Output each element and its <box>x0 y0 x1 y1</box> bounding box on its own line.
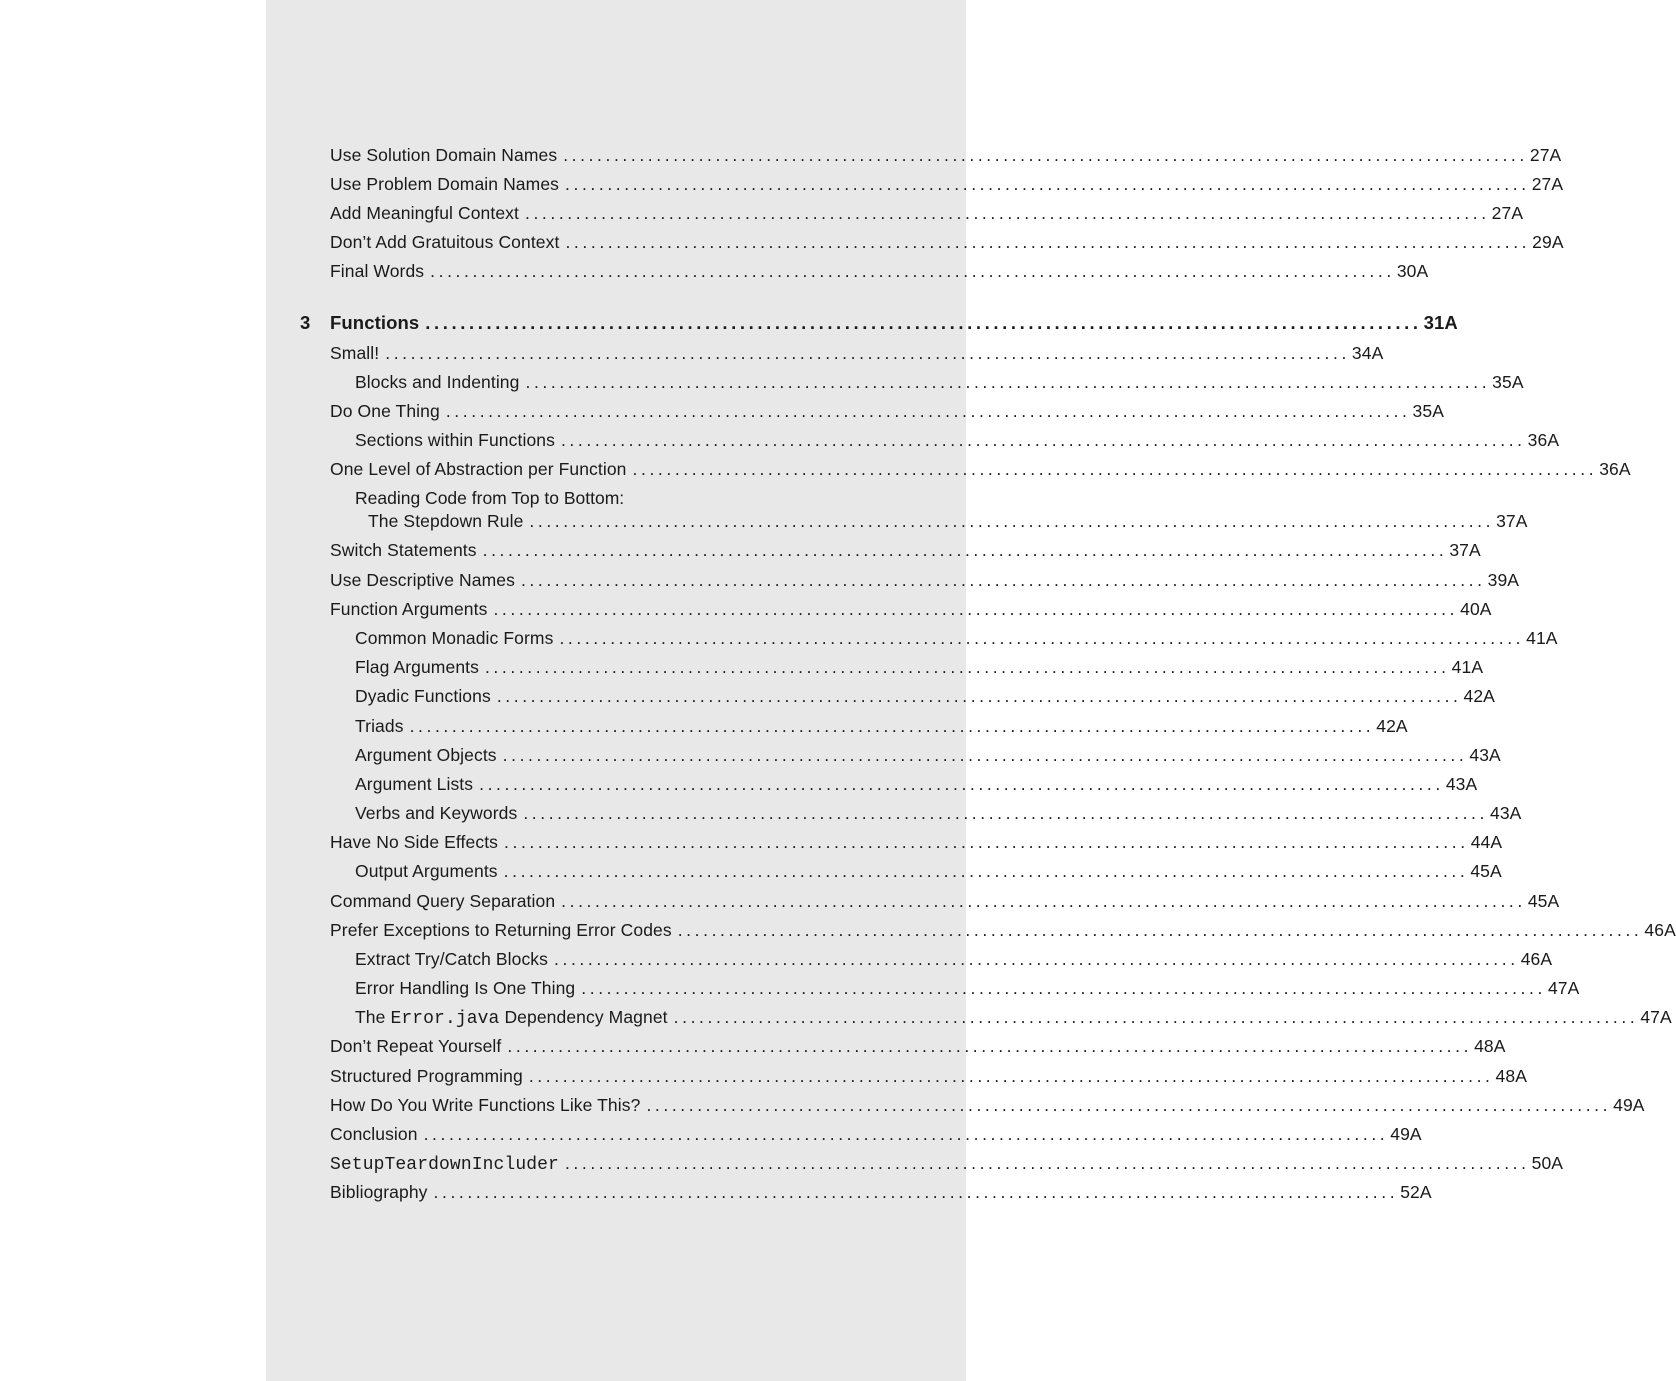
toc-entry <box>330 342 1384 364</box>
toc-entry-page: 36A <box>1527 430 1560 450</box>
toc-entry <box>330 1035 1506 1057</box>
toc-subentry <box>355 371 1524 393</box>
toc-entry-title <box>355 1006 668 1030</box>
toc-entry-title: Blocks and Indenting <box>355 372 520 392</box>
toc-entry-title: Do One Thing <box>330 401 440 421</box>
toc-entry-title: The Stepdown Rule <box>368 511 524 531</box>
dot-leader: .................................................................................................................. <box>563 145 1528 165</box>
toc-entry-page: 29A <box>1532 232 1564 252</box>
toc-entry-title: One Level of Abstraction per Function <box>330 459 627 479</box>
toc-entry-title: Use Problem Domain Names <box>330 174 560 194</box>
toc-subentry <box>355 627 1558 649</box>
toc-entry-page: 47A <box>1547 978 1580 998</box>
toc-entry <box>330 173 1564 195</box>
toc-subentry-first-line: Reading Code from Top to Bottom: <box>355 488 625 508</box>
toc-entry-title: Sections within Functions <box>355 430 555 450</box>
chapter-number: 3 <box>300 312 311 333</box>
dot-leader: .................................................................................................................. <box>554 949 1519 969</box>
dot-leader: .................................................................................................................. <box>581 978 1546 998</box>
dot-leader: .................................................................................................................. <box>646 1095 1612 1115</box>
toc-entry-page: 45A <box>1527 891 1560 911</box>
code-class-name: SetupTeardownIncluder <box>330 1155 559 1175</box>
dot-leader: .................................................................................................................. <box>507 1036 1473 1056</box>
toc-entry-page: 42A <box>1463 686 1495 706</box>
toc-entry-page: 43A <box>1469 745 1501 765</box>
dot-leader: .................................................................................................................. <box>445 401 1411 421</box>
toc-subentry <box>355 429 1560 451</box>
toc-entry <box>330 598 1492 620</box>
toc-entry-page: 41A <box>1451 657 1484 677</box>
toc-entry-page: 27A <box>1531 174 1564 194</box>
chapter-title: Functions <box>330 312 420 333</box>
dot-leader: .................................................................................................................. <box>525 372 1491 392</box>
toc-entry-title: Conclusion <box>330 1124 418 1144</box>
toc-entry-page: 27A <box>1491 203 1524 223</box>
toc-entry-page: 35A <box>1492 372 1524 392</box>
toc-subentry <box>355 977 1580 999</box>
dot-leader: .................................................................................................................. <box>430 261 1395 281</box>
dot-leader: .................................................................................................................. <box>425 312 1422 333</box>
toc-entry-title: Don’t Add Gratuitous Context <box>330 232 560 252</box>
dot-leader: .................................................................................................................. <box>632 459 1598 479</box>
toc-entry-title: Extract Try/Catch Blocks <box>355 949 549 969</box>
toc-entry-title: Argument Lists <box>355 774 474 794</box>
toc-entry <box>330 569 1520 591</box>
toc-entry <box>330 890 1560 912</box>
toc-entry-page: 35A <box>1412 401 1444 421</box>
toc-entry-page: 30A <box>1396 261 1429 281</box>
dot-leader: .................................................................................................................. <box>385 343 1350 363</box>
toc-entry-title: Final Words <box>330 261 425 281</box>
toc-entry-page: 37A <box>1449 540 1481 560</box>
toc-entry-title: Argument Objects <box>355 745 497 765</box>
toc-entry-title: Don’t Repeat Yourself <box>330 1036 502 1056</box>
toc-entry-title: Prefer Exceptions to Returning Error Codes <box>330 920 672 940</box>
dot-leader: .................................................................................................................. <box>409 716 1375 736</box>
dot-leader: .................................................................................................................. <box>529 511 1495 531</box>
dot-leader: .................................................................................................................. <box>484 657 1450 677</box>
dot-leader: .................................................................................................................. <box>496 686 1462 706</box>
toc-subentry <box>355 802 1522 824</box>
toc-entry-page: 44A <box>1470 832 1503 852</box>
toc-subentry <box>355 948 1553 970</box>
dot-leader: .................................................................................................................. <box>565 232 1531 252</box>
toc-subentry <box>368 510 1528 532</box>
toc-entry <box>330 458 1631 480</box>
toc-entry-page: 43A <box>1490 803 1522 823</box>
dot-leader: .................................................................................................................. <box>561 891 1526 911</box>
toc-subentry <box>355 744 1501 766</box>
dot-leader: .................................................................................................................. <box>479 774 1444 794</box>
toc-entry-title: Have No Side Effects <box>330 832 499 852</box>
toc-entry-page: 41A <box>1526 628 1558 648</box>
toc-entry-page: 47A <box>1640 1007 1672 1027</box>
toc-entry-title: Command Query Separation <box>330 891 556 911</box>
toc-entry-page: 36A <box>1599 459 1631 479</box>
toc-entry-title: Small! <box>330 343 380 363</box>
dot-leader: .................................................................................................................. <box>560 430 1526 450</box>
toc-subentry <box>355 685 1495 707</box>
toc-entry-page: 27A <box>1529 145 1562 165</box>
toc-entry <box>330 539 1481 561</box>
dot-leader: .................................................................................................................. <box>520 570 1486 590</box>
toc-entry-title: Switch Statements <box>330 540 477 560</box>
dot-leader: .................................................................................................................. <box>433 1182 1399 1202</box>
toc-entry-page: 42A <box>1376 716 1408 736</box>
toc-entry-title: Flag Arguments <box>355 657 479 677</box>
dot-leader: .................................................................................................................. <box>523 803 1488 823</box>
toc-entry <box>330 1181 1432 1203</box>
toc-entry <box>330 400 1444 422</box>
toc-entry-title: How Do You Write Functions Like This? <box>330 1095 641 1115</box>
toc-entry-page: 46A <box>1644 920 1676 940</box>
toc-entry-page: 40A <box>1460 599 1492 619</box>
toc-entry-title: Error Handling Is One Thing <box>355 978 576 998</box>
toc-entry-page: 43A <box>1445 774 1478 794</box>
dot-leader: .................................................................................................................. <box>559 628 1525 648</box>
toc-subentry <box>355 715 1408 737</box>
dot-leader: .................................................................................................................. <box>423 1124 1389 1144</box>
toc-entry <box>330 260 1429 282</box>
toc-entry-page: 48A <box>1474 1036 1506 1056</box>
toc-entry-page: 52A <box>1400 1182 1432 1202</box>
dot-leader: .................................................................................................................. <box>677 920 1643 940</box>
toc-subentry <box>355 656 1484 678</box>
dot-leader: .................................................................................................................. <box>565 174 1530 194</box>
chapter-page: 31A <box>1423 312 1458 333</box>
dot-leader: .................................................................................................................. <box>503 861 1469 881</box>
dot-leader: .................................................................................................................. <box>673 1007 1639 1027</box>
toc-entry <box>330 1123 1422 1145</box>
toc-entry <box>330 144 1562 166</box>
toc-entry-page: 37A <box>1496 511 1528 531</box>
toc-entry-title: Output Arguments <box>355 861 498 881</box>
toc-entry-page: 45A <box>1470 861 1502 881</box>
title-text: The <box>355 1007 386 1027</box>
toc-entry-page: 49A <box>1613 1095 1645 1115</box>
toc-entry <box>330 1094 1645 1116</box>
dot-leader: .................................................................................................................. <box>482 540 1448 560</box>
toc-entry-page: 39A <box>1487 570 1520 590</box>
toc-subentry <box>355 860 1502 882</box>
dot-leader: .................................................................................................................. <box>524 203 1490 223</box>
toc-entry <box>330 1065 1527 1087</box>
toc-entry-title: Structured Programming <box>330 1066 523 1086</box>
toc-subentry <box>355 773 1478 795</box>
toc-entry <box>330 231 1564 253</box>
dot-leader: .................................................................................................................. <box>564 1153 1530 1173</box>
title-text: Dependency Magnet <box>504 1007 668 1027</box>
toc-entry-page: 49A <box>1390 1124 1422 1144</box>
toc-entry-page: 46A <box>1520 949 1553 969</box>
toc-entry-page: 48A <box>1495 1066 1527 1086</box>
toc-entry-title: Dyadic Functions <box>355 686 491 706</box>
dot-leader: .................................................................................................................. <box>504 832 1469 852</box>
toc-entry-title: Use Solution Domain Names <box>330 145 558 165</box>
toc-subentry <box>355 1006 1672 1030</box>
toc-entry-page: 50A <box>1531 1153 1564 1173</box>
toc-entry-title: Common Monadic Forms <box>355 628 554 648</box>
toc-entry <box>330 919 1676 941</box>
dot-leader: .................................................................................................................. <box>493 599 1459 619</box>
code-class-name: Error.java <box>390 1009 500 1029</box>
toc-entry-title: Verbs and Keywords <box>355 803 518 823</box>
toc-entry <box>330 831 1503 853</box>
toc-entry-title: Add Meaningful Context <box>330 203 519 223</box>
toc-entry <box>330 202 1524 224</box>
toc-entry-title: Triads <box>355 716 404 736</box>
toc-entry-page: 34A <box>1351 343 1384 363</box>
toc-chapter-entry <box>330 312 1458 334</box>
dot-leader: .................................................................................................................. <box>528 1066 1494 1086</box>
toc-entry <box>330 1152 1564 1176</box>
dot-leader: .................................................................................................................. <box>502 745 1468 765</box>
toc-entry-title: Function Arguments <box>330 599 488 619</box>
toc-entry-title: Bibliography <box>330 1182 428 1202</box>
toc-entry-title: Use Descriptive Names <box>330 570 515 590</box>
